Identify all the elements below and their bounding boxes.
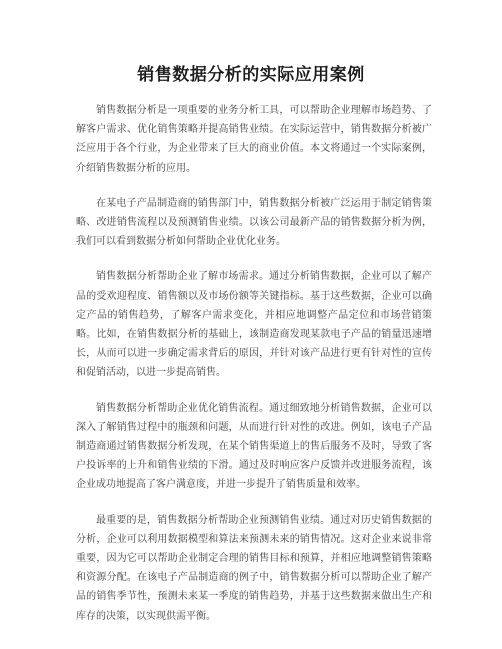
document-body	[76, 101, 432, 642]
paragraph-market-demand: 销售数据分析帮助企业了解市场需求。通过分析销售数据，企业可以了解产品的受欢迎程度、销售额以及市场份额等关键指标。基于这些数据，企业可以确定产品的销售趋势，了解客户需求变化，并相应地调整产品定位和市场营销策略。比如，在销售数据分析的基础上，该制造商发现某款电子产品的销量迅速增长，从而可以进一步确定需求背后的原因，并针对该产品进行更有针对性的宣传和促销活动，以进一步提高销售。	[76, 271, 432, 379]
paragraph-sales-process: 销售数据分析帮助企业优化销售流程。通过细致地分析销售数据，企业可以深入了解销售过程中的瓶颈和问题，从而进行针对性的改进。例如，该电子产品制造商通过销售数据分析发现，在某个销售渠道上的售后服务不及时，导致了客户投诉率的上升和销售业绩的下滑。通过及时响应客户反馈并改进服务流程，该企业成功地提高了客户满意度，并进一步提升了销售质量和效率。	[76, 402, 432, 491]
paragraph-case-overview: 在某电子产品制造商的销售部门中，销售数据分析被广泛运用于制定销售策略、改进销售流程以及预测销售业绩。以该公司最新产品的销售数据分析为例，我们可以看到数据分析如何帮助企业优化业务。	[76, 197, 432, 248]
paragraph-sales-forecast: 最重要的是，销售数据分析帮助企业预测销售业绩。通过对历史销售数据的分析，企业可以利用数据模型和算法来预测未来的销售情况。这对企业来说非常重要，因为它可以帮助企业制定合理的销售目标和预算，并相应地调整销售策略和资源分配。在该电子产品制造商的例子中，销售数据分析可以帮助企业了解产品的销售季节性，预测未来某一季度的销售趋势，并基于这些数据来做出生产和库存的决策，以实现供需平衡。	[76, 514, 432, 622]
paragraph-intro: 销售数据分析是一项重要的业务分析工具，可以帮助企业理解市场趋势、了解客户需求、优化销售策略并提高销售业绩。在实际运营中，销售数据分析被广泛应用于各个行业，为企业带来了巨大的商业价值。本文将通过一个实际案例，介绍销售数据分析的应用。	[76, 105, 432, 174]
document-title: 销售数据分析的实际应用案例	[137, 65, 365, 85]
